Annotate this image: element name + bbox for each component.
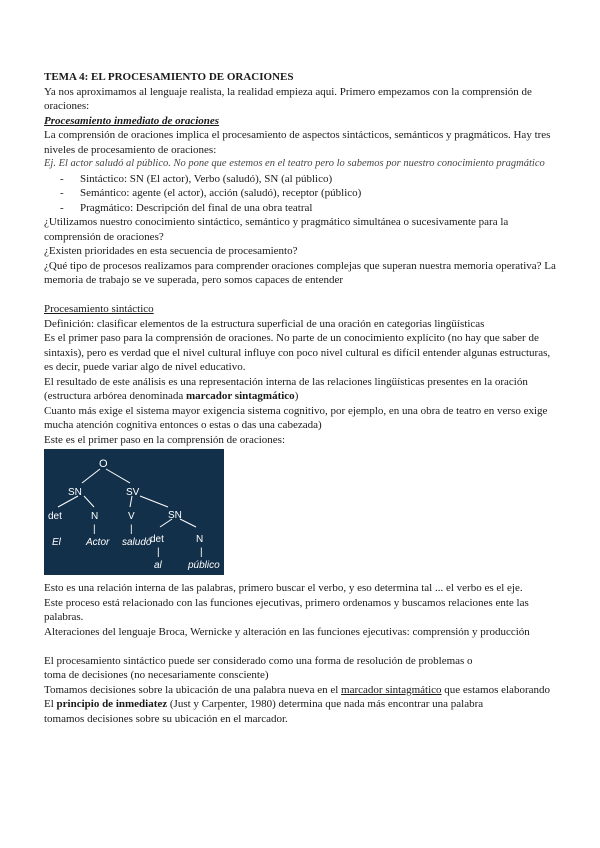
bar-det-2: | [157, 547, 160, 558]
result-text-b: ) [294, 390, 299, 402]
section-title-immediate-processing: Procesamiento inmediato de oraciones [44, 114, 220, 127]
node-o: O [99, 458, 108, 470]
result-text-a: El resultado de este análisis es una representación interna de las relaciones lingüísticas presentes en la oración (estructura arbórea denominada [44, 375, 528, 402]
document-page [44, 70, 562, 726]
node-sn-2: SN [168, 510, 182, 521]
example-sentence: Ej. El actor saludó al público. No pone que estemos en el teatro pero lo sabemos por nuestro conocimiento pragmático [44, 158, 545, 169]
word-saludo: saludó [122, 537, 152, 548]
level-semantic: - Semántico: agente (el actor), acción (saludó), receptor (público) [60, 186, 562, 201]
word-publico: público [188, 560, 220, 571]
word-al: al [154, 560, 162, 571]
immediacy-bold-term: principio de inmediatez [56, 698, 168, 710]
question-1: ¿Utilizamos nuestro conocimiento sintáctico, semántico y pragmático simultánea o sucesivamente para la comprensión de oraciones? [44, 216, 509, 243]
node-det-2: det [150, 534, 164, 545]
node-sn: SN [68, 487, 82, 498]
decisions-underlined-term: marcador sintagmático [341, 683, 442, 696]
comprehension-paragraph: La comprensión de oraciones implica el procesamiento de aspectos sintácticos, semánticos y pragmáticos. Hay tres niveles de procesamiento de oraciones: [44, 129, 551, 156]
node-n-1: N [91, 511, 99, 522]
bar-n-2: | [200, 547, 203, 558]
word-el: El [52, 537, 61, 548]
demand-paragraph: Cuanto más exige el sistema mayor exigencia sistema cognitivo, por ejemplo, en una obra de teatro en verso exige mucha atención cognitiva entonces o estas o das una cabezada) [44, 404, 548, 431]
first-step-paragraph: Es el primer paso para la comprensión de oraciones. No parte de un conocimiento explícito (no hay que saber de sintaxis), pero es verdad que el nivel cultural influye con poco nivel cultural es difícil entender algunas estructuras, es decir, puede variar algo de nivel educativo. [44, 332, 551, 373]
level-pragmatic: - Pragmático: Descripción del final de una obra teatral [60, 201, 562, 216]
tree-intro: Este es el primer paso en la comprensión de oraciones: [44, 433, 286, 446]
relation-paragraph: Esto es una relación interna de las palabras, primero buscar el verbo, y eso determina tal ... el verbo es el eje. [44, 582, 523, 594]
word-actor: Actor [86, 537, 110, 548]
section-title-syntactic-processing: Procesamiento sintáctico [44, 303, 154, 315]
edge-sn2-n [180, 519, 196, 527]
immediacy-line-2: tomamos decisiones sobre su ubicación en el marcador. [44, 712, 288, 725]
document-heading: TEMA 4: EL PROCESAMIENTO DE ORACIONES [44, 71, 294, 83]
immediacy-text-a: El [44, 698, 57, 710]
decisions-text-a: Tomamos decisiones sobre la ubicación de una palabra nueva en el [44, 683, 342, 696]
edge-o-sn [82, 469, 100, 483]
decisions-text-b: que estamos elaborando [441, 683, 550, 696]
edge-sn-n [84, 496, 94, 507]
level-syntactic: - Sintáctico: SN (El actor), Verbo (saludó), SN (al público) [60, 172, 562, 187]
result-paragraph [44, 375, 562, 404]
node-n-2: N [196, 534, 204, 545]
node-det-1: det [48, 511, 62, 522]
bar-v: | [130, 524, 133, 535]
result-bold-term: marcador sintagmático [186, 390, 295, 402]
node-v: V [128, 511, 135, 522]
syntax-tree-diagram [44, 449, 224, 575]
problem-solving-line-1: El procesamiento sintáctico puede ser considerado como una forma de resolución de problemas o [44, 654, 473, 667]
bar-n-1: | [93, 524, 96, 535]
definition-paragraph: Definición: clasificar elementos de la estructura superficial de una oración en categorias lingüísticas [44, 317, 485, 330]
alterations-paragraph: Alteraciones del lenguaje Broca, Wernicke y alteración en las funciones ejecutivas: comprensión y producción [44, 625, 530, 638]
edge-sv-sn [140, 496, 168, 507]
question-2: ¿Existen prioridades en esta secuencia de procesamiento? [44, 245, 298, 257]
processing-levels-list [44, 172, 562, 216]
node-sv: SV [126, 487, 140, 498]
decisions-paragraph [44, 683, 562, 698]
question-3: ¿Qué tipo de procesos realizamos para comprender oraciones complejas que superan nuestra memoria operativa? La memoria de trabajo se ve superada, pero somos capaces de entender [44, 259, 556, 286]
syntax-tree-svg [44, 449, 224, 575]
immediacy-line-1 [44, 697, 562, 712]
edge-o-sv [106, 469, 130, 483]
immediacy-text-b: (Just y Carpenter, 1980) determina que nada más encontrar una palabra [167, 698, 484, 710]
problem-solving-line-2: toma de decisiones (no necesariamente consciente) [44, 669, 269, 681]
intro-paragraph: Ya nos aproximamos al lenguaje realista, la realidad empieza aqui. Primero empezamos con la comprensión de oraciones: [44, 85, 532, 112]
executive-paragraph: Este proceso está relacionado con las funciones ejecutivas, primero ordenamos y buscamos relaciones ente las palabras. [44, 596, 529, 623]
